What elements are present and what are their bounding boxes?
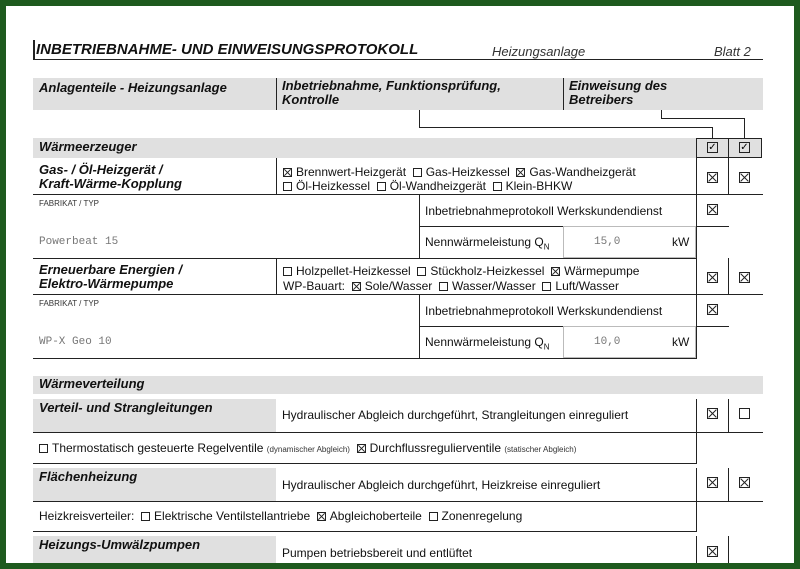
label-gaskessel: Gas-Heizkessel bbox=[425, 165, 510, 179]
connector-ib-vertical bbox=[419, 110, 420, 128]
checkbox-pellet[interactable] bbox=[283, 267, 292, 276]
label-abgleichoberteile: Abgleichoberteile bbox=[329, 509, 422, 523]
ern-options-row-2 bbox=[283, 279, 619, 293]
gas-nenn-value: 15,0 bbox=[594, 236, 621, 248]
check-ern-ib[interactable] bbox=[707, 272, 718, 283]
note-statisch: (statischer Abgleich) bbox=[504, 445, 577, 454]
label-sole: Sole/Wasser bbox=[364, 279, 433, 293]
column-inbetriebnahme-1: Inbetriebnahme, Funktionsprüfung, bbox=[282, 78, 501, 93]
connector-ew-drop bbox=[744, 118, 745, 139]
checkbox-gaswand[interactable] bbox=[516, 168, 525, 177]
gas-fabrikat-label: FABRIKAT / TYP bbox=[39, 199, 100, 208]
checkbox-stueckholz[interactable] bbox=[417, 267, 426, 276]
ew-column-line-2 bbox=[728, 258, 729, 294]
ern-row-bottom bbox=[33, 294, 763, 295]
label-bhkw: Klein-BHKW bbox=[505, 179, 573, 193]
checkbox-oelwand[interactable] bbox=[377, 182, 386, 191]
ern-title-2: Elektro-Wärmepumpe bbox=[39, 276, 174, 291]
pumpen-ew-line bbox=[728, 536, 729, 563]
label-waermepumpe: Wärmepumpe bbox=[564, 264, 640, 278]
gas-nenn-unit: kW bbox=[672, 235, 690, 249]
label-zonenregelung: Zonenregelung bbox=[441, 509, 523, 523]
label-elektrisch: Elektrische Ventilstellantriebe bbox=[154, 509, 311, 523]
checkbox-abgleichoberteile[interactable] bbox=[317, 512, 326, 521]
checkbox-brennwert[interactable] bbox=[283, 168, 292, 177]
check-flaechen-ew[interactable] bbox=[739, 477, 750, 488]
label-wasser: Wasser/Wasser bbox=[451, 279, 536, 293]
title-bar-mark bbox=[33, 40, 35, 60]
checkbox-sole[interactable] bbox=[352, 282, 361, 291]
check-pumpen-ib[interactable] bbox=[707, 546, 718, 557]
check-gas-ew[interactable] bbox=[739, 172, 750, 183]
checkbox-thermostatisch[interactable] bbox=[39, 444, 48, 453]
strang-title: Verteil- und Strangleitungen bbox=[39, 400, 213, 415]
gas-title-1: Gas- / Öl-Heizgerät / bbox=[39, 162, 163, 177]
note-dynamisch: (dynamischer Abgleich) bbox=[266, 445, 350, 454]
pumpen-ib-line bbox=[696, 536, 697, 563]
pumpen-text: Pumpen betriebsbereit und entlüftet bbox=[282, 546, 473, 560]
checkbox-waermepumpe[interactable] bbox=[551, 267, 560, 276]
flaechen-row-bottom bbox=[33, 501, 763, 502]
strang-options-right bbox=[696, 432, 697, 464]
check-strang-ib[interactable] bbox=[707, 408, 718, 419]
connector-ib-horizontal bbox=[419, 127, 713, 128]
checkbox-bhkw[interactable] bbox=[493, 182, 502, 191]
column-inbetriebnahme-2: Kontrolle bbox=[282, 92, 340, 107]
checkbox-luft[interactable] bbox=[542, 282, 551, 291]
flaechen-options bbox=[39, 509, 522, 523]
check-gas-ib[interactable] bbox=[707, 172, 718, 183]
label-gaswand: Gas-Wandheizgerät bbox=[529, 165, 636, 179]
flaechen-ew-line bbox=[728, 468, 729, 501]
col-divider-1 bbox=[276, 78, 277, 110]
label-pellet: Holzpellet-Heizkessel bbox=[296, 264, 411, 278]
ern-nenn-unit: kW bbox=[672, 335, 690, 349]
title-underline bbox=[33, 59, 763, 60]
strang-text: Hydraulischer Abgleich durchgeführt, Strangleitungen einreguliert bbox=[282, 408, 629, 422]
label-heizkreisverteiler: Heizkreisverteiler: bbox=[39, 509, 135, 523]
page-subtitle: Heizungsanlage bbox=[492, 44, 586, 59]
ib-column-line-1 bbox=[696, 158, 697, 258]
flaechen-ib-line bbox=[696, 468, 697, 501]
column-einweisung-2: Betreibers bbox=[569, 92, 634, 107]
flaechen-options-bottom bbox=[33, 531, 697, 532]
header-check-box-group bbox=[696, 138, 762, 158]
gas-row-bottom bbox=[33, 194, 763, 195]
column-einweisung-1: Einweisung des bbox=[569, 78, 668, 93]
ern-divider bbox=[276, 258, 277, 294]
label-stueckholz: Stückholz-Heizkessel bbox=[430, 264, 545, 278]
section-waermeverteilung: Wärmeverteilung bbox=[39, 376, 145, 391]
header-check-ew: ✓ bbox=[740, 142, 749, 153]
strang-ew-line bbox=[728, 399, 729, 432]
checkbox-zonenregelung[interactable] bbox=[429, 512, 438, 521]
check-ern-protokoll[interactable] bbox=[707, 304, 718, 315]
ern-protokoll: Inbetriebnahmeprotokoll Werkskundendienst bbox=[425, 304, 663, 318]
checkbox-oelkessel[interactable] bbox=[283, 182, 292, 191]
connector-ew-horizontal bbox=[661, 118, 745, 119]
pumpen-title: Heizungs-Umwälzpumpen bbox=[39, 537, 201, 552]
strang-options-bottom bbox=[33, 463, 697, 464]
checkbox-gaskessel[interactable] bbox=[413, 168, 422, 177]
checkbox-durchfluss[interactable] bbox=[357, 444, 366, 453]
checkbox-wasser[interactable] bbox=[439, 282, 448, 291]
check-gas-protokoll[interactable] bbox=[707, 204, 718, 215]
gas-protokoll: Inbetriebnahmeprotokoll Werkskundendienst bbox=[425, 204, 663, 218]
page-title: INBETRIEBNAHME- UND EINWEISUNGSPROTOKOLL bbox=[36, 41, 419, 58]
gas-options-row-2 bbox=[283, 179, 572, 193]
gas-divider bbox=[276, 158, 277, 194]
check-flaechen-ib[interactable] bbox=[707, 477, 718, 488]
ern-title-1: Erneuerbare Energien / bbox=[39, 262, 183, 277]
gas-options-row-1 bbox=[283, 165, 636, 179]
gas-block-bottom-left bbox=[33, 258, 420, 259]
label-wp-bauart: WP-Bauart: bbox=[283, 279, 346, 293]
gas-fabrikat-value[interactable]: Powerbeat 15 bbox=[39, 236, 119, 248]
label-thermostatisch: Thermostatisch gesteuerte Regelventile bbox=[52, 441, 264, 455]
strang-ib-line bbox=[696, 399, 697, 432]
ib-column-line-2 bbox=[696, 258, 697, 358]
col-divider-2 bbox=[563, 78, 564, 110]
flaechen-text: Hydraulischer Abgleich durchgeführt, Heizkreise einreguliert bbox=[282, 478, 601, 492]
label-brennwert: Brennwert-Heizgerät bbox=[296, 165, 407, 179]
label-durchfluss: Durchflussregulierventile bbox=[369, 441, 502, 455]
ern-block-bottom-left bbox=[33, 358, 420, 359]
ern-nenn-value: 10,0 bbox=[594, 336, 621, 348]
gas-title-2: Kraft-Wärme-Kopplung bbox=[39, 176, 182, 191]
check-ern-ew[interactable] bbox=[739, 272, 750, 283]
section-waermeerzeuger: Wärmeerzeuger bbox=[39, 139, 137, 154]
gas-block-bottom-right bbox=[419, 258, 697, 259]
header-check-divider bbox=[728, 138, 729, 158]
check-strang-ew[interactable] bbox=[739, 408, 750, 419]
sheet-number: Blatt 2 bbox=[714, 44, 751, 59]
protocol-sheet bbox=[6, 6, 794, 563]
flaechen-title: Flächenheizung bbox=[39, 469, 138, 484]
label-oelwand: Öl-Wandheizgerät bbox=[389, 179, 486, 193]
ern-options-row-1 bbox=[283, 264, 639, 278]
gas-nenn-label: Nennwärmeleistung $Q_N$ bbox=[425, 235, 550, 252]
strang-row-bottom bbox=[33, 432, 763, 433]
header-check-ib: ✓ bbox=[708, 142, 717, 153]
ew-column-line-1 bbox=[728, 158, 729, 194]
label-oelkessel: Öl-Heizkessel bbox=[296, 179, 371, 193]
ern-fabrikat-value[interactable]: WP-X Geo 10 bbox=[39, 336, 112, 348]
label-luft: Luft/Wasser bbox=[555, 279, 619, 293]
ern-nenn-label: Nennwärmeleistung $Q_N$ bbox=[425, 335, 550, 352]
flaechen-options-right bbox=[696, 501, 697, 532]
ern-block-bottom-right bbox=[419, 358, 697, 359]
checkbox-elektrisch[interactable] bbox=[141, 512, 150, 521]
strang-options bbox=[39, 441, 576, 457]
ern-fabrikat-label: FABRIKAT / TYP bbox=[39, 299, 100, 308]
column-anlagenteile: Anlagenteile - Heizungsanlage bbox=[39, 80, 227, 95]
